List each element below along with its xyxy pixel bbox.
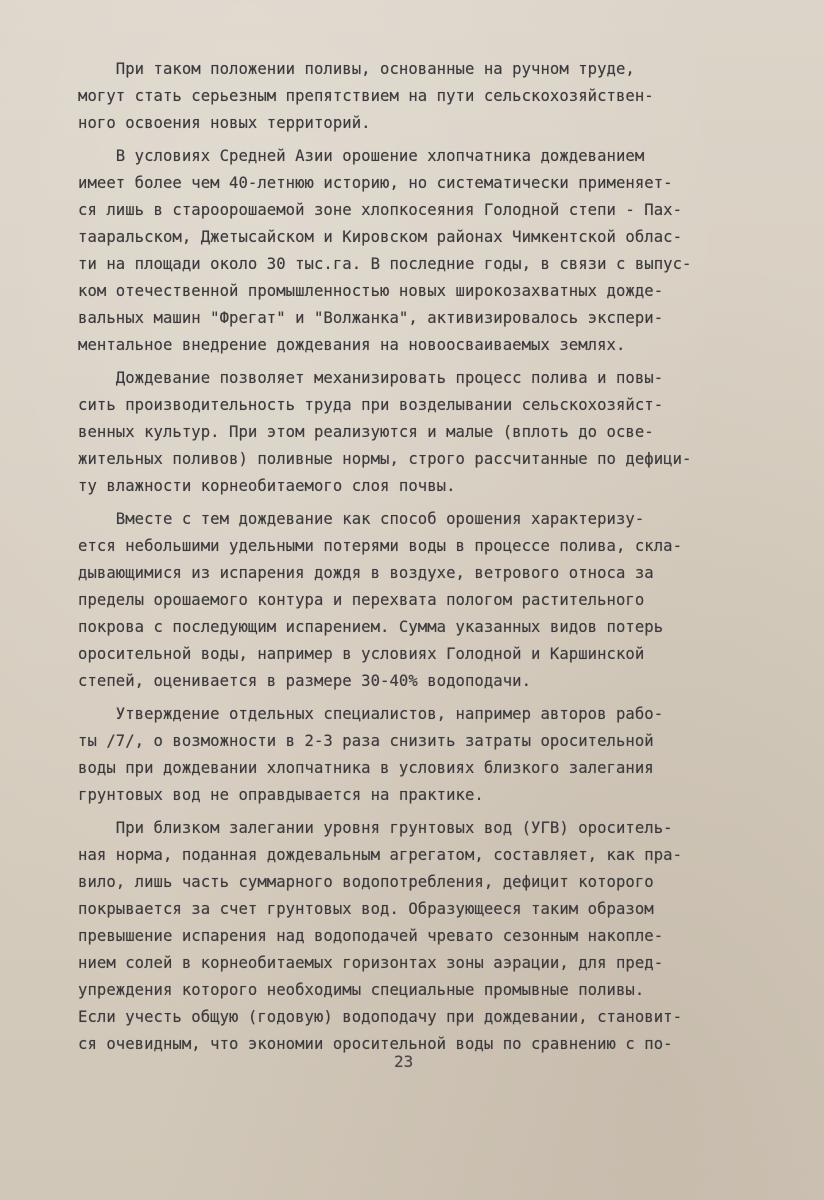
text-line: ком отечественной промышленностью новых широкозахватных дожде-: [78, 282, 664, 300]
text-line: оросительной воды, например в условиях Голодной и Каршинской: [78, 645, 645, 663]
text-line: грунтовых вод не оправдывается на практике.: [78, 786, 484, 804]
text-line: имеет более чем 40-летнюю историю, но систематически применяет-: [78, 174, 673, 192]
text-line: вальных машин "Фрегат" и "Волжанка", активизировалось экспери-: [78, 309, 664, 327]
text-line: венных культур. При этом реализуются и малые (вплоть до осве-: [78, 423, 654, 441]
text-line: сить производительность труда при возделывании сельскохозяйст-: [78, 396, 664, 414]
text-line: степей, оценивается в размере 30-40% водоподачи.: [78, 672, 532, 690]
text-line: дывающимися из испарения дождя в воздухе, ветрового относа за: [78, 564, 654, 582]
text-line: ся лишь в староорошаемой зоне хлопкосеяния Голодной степи - Пах-: [78, 201, 683, 219]
text-line: вило, лишь часть суммарного водопотребления, дефицит которого: [78, 873, 654, 891]
text-line: нием солей в корнеобитаемых горизонтах зоны аэрации, для пред-: [78, 954, 664, 972]
text-line: Вместе с тем дождевание как способ орошения характеризу-: [78, 510, 645, 528]
text-line: упреждения которого необходимы специальные промывные поливы.: [78, 981, 645, 999]
page-number: 23: [394, 1052, 414, 1071]
text-line: ся очевидным, что экономии оросительной воды по сравнению с по-: [78, 1035, 673, 1053]
text-line: ти на площади около 30 тыс.га. В последние годы, в связи с выпус-: [78, 255, 692, 273]
text-line: Если учесть общую (годовую) водоподачу при дождевании, становит-: [78, 1008, 683, 1026]
text-line: ментальное внедрение дождевания на новоосваиваемых землях.: [78, 336, 626, 354]
text-line: При таком положении поливы, основанные на ручном труде,: [78, 60, 635, 78]
text-line: ная норма, поданная дождевальным агрегатом, составляет, как пра-: [78, 846, 683, 864]
text-line: ту влажности корнеобитаемого слоя почвы.: [78, 477, 456, 495]
text-line: могут стать серьезным препятствием на пути сельскохозяйствен-: [78, 87, 654, 105]
text-line: покрывается за счет грунтовых вод. Образующееся таким образом: [78, 900, 654, 918]
text-line: Дождевание позволяет механизировать процесс полива и повы-: [78, 369, 664, 387]
text-line: жительных поливов) поливные нормы, строго рассчитанные по дефици-: [78, 450, 692, 468]
text-line: превышение испарения над водоподачей чревато сезонным накопле-: [78, 927, 664, 945]
text-line: Утверждение отдельных специалистов, например авторов рабо-: [78, 705, 664, 723]
text-line: ного освоения новых территорий.: [78, 114, 371, 132]
text-line: пределы орошаемого контура и перехвата пологом растительного: [78, 591, 645, 609]
body-text: [78, 56, 758, 1058]
text-line: ты /7/, о возможности в 2-3 раза снизить затраты оросительной: [78, 732, 654, 750]
text-line: воды при дождевании хлопчатника в условиях близкого залегания: [78, 759, 654, 777]
text-line: покрова с последующим испарением. Сумма указанных видов потерь: [78, 618, 664, 636]
text-line: ется небольшими удельными потерями воды в процессе полива, скла-: [78, 537, 683, 555]
text-line: тааральском, Джетысайском и Кировском районах Чимкентской облас-: [78, 228, 683, 246]
text-line: В условиях Средней Азии орошение хлопчатника дождеванием: [78, 147, 645, 165]
text-line: При близком залегании уровня грунтовых вод (УГВ) ороситель-: [78, 819, 673, 837]
